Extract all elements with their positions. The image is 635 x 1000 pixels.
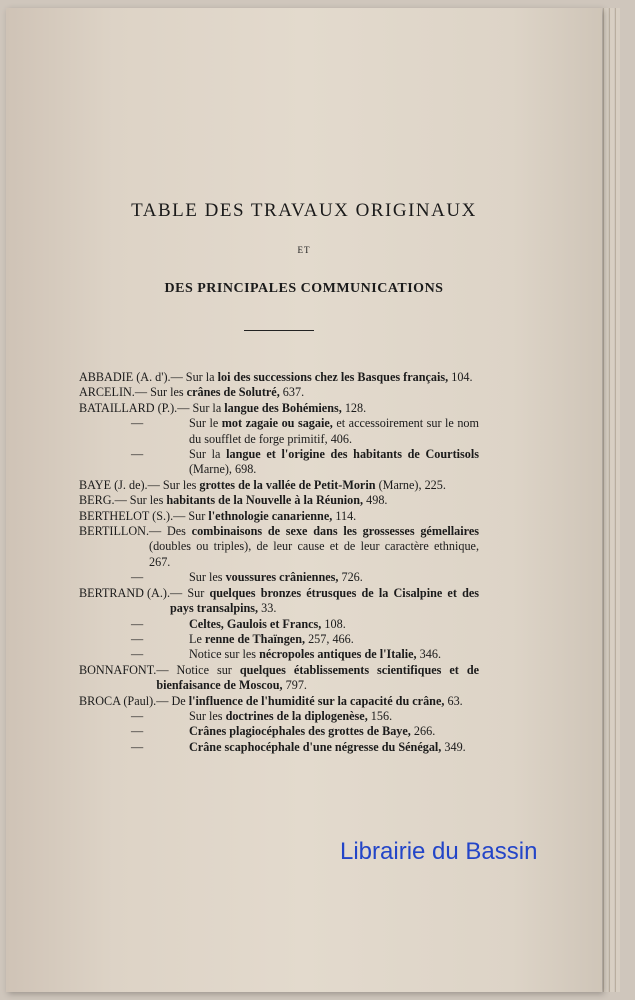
entry-prefix: — Des bbox=[149, 524, 192, 539]
ditto-dash: — bbox=[131, 447, 144, 462]
watermark: Librairie du Bassin bbox=[340, 838, 538, 865]
index-entry bbox=[79, 478, 479, 493]
index-entry bbox=[79, 740, 479, 755]
page-edge bbox=[609, 8, 614, 992]
index-entry bbox=[79, 694, 479, 709]
entry-pages: 637. bbox=[279, 385, 305, 400]
entry-prefix: — De bbox=[156, 693, 189, 708]
ditto-dash: — bbox=[131, 724, 144, 739]
author-name: BERTILLON. bbox=[79, 524, 150, 539]
index-entry bbox=[79, 709, 479, 724]
page-subtitle: DES PRINCIPALES COMMUNICATIONS bbox=[164, 281, 444, 296]
entry-pages: et accessoirement sur le nom du soufflet de forge primitif, 406. bbox=[189, 416, 480, 446]
ditto-dash: — bbox=[131, 739, 144, 754]
entry-text bbox=[135, 385, 479, 400]
entry-pages: (doubles ou triples), de leur cause et de leur caractère ethnique, 267. bbox=[149, 539, 479, 569]
entry-prefix: Sur les bbox=[189, 708, 226, 723]
entry-pages: 726. bbox=[338, 570, 363, 585]
author-name: BONNAFONT. bbox=[79, 662, 157, 677]
index-entry bbox=[79, 385, 479, 400]
index-entry bbox=[79, 586, 479, 617]
entry-text bbox=[189, 416, 479, 447]
entry-pages: 257, 466. bbox=[305, 631, 354, 646]
entry-text bbox=[189, 570, 479, 585]
entry-text bbox=[148, 478, 479, 493]
entry-pages: 797. bbox=[282, 678, 307, 693]
page-edge bbox=[603, 8, 608, 992]
entry-topic: voussures crâniennes, bbox=[225, 570, 339, 585]
entry-topic: quelques établissements scientifiques et de bienfaisance de Moscou, bbox=[156, 662, 480, 693]
entry-prefix: — Sur bbox=[173, 508, 209, 523]
entry-text bbox=[189, 740, 479, 755]
author-name: BROCA (Paul). bbox=[79, 693, 157, 708]
index-entry bbox=[79, 632, 479, 647]
entry-prefix: — Sur les bbox=[134, 385, 187, 400]
index-entries bbox=[79, 370, 479, 755]
entry-pages: 498. bbox=[363, 493, 388, 508]
ditto-dash: — bbox=[131, 416, 144, 431]
entry-topic: Crânes plagiocéphales des grottes de Baye, bbox=[189, 724, 411, 739]
ditto-dash: — bbox=[131, 631, 144, 646]
entry-text bbox=[173, 509, 479, 524]
index-entry bbox=[79, 401, 479, 416]
page-edge bbox=[615, 8, 620, 992]
entry-topic: doctrines de la diplogenèse, bbox=[225, 708, 368, 723]
entry-pages: 346. bbox=[416, 647, 441, 662]
divider-rule bbox=[244, 330, 314, 331]
entry-topic: quelques bronzes étrusques de la Cisalpine et des pays transalpins, bbox=[170, 585, 479, 616]
entry-prefix: Sur la bbox=[189, 447, 227, 462]
entry-text bbox=[170, 586, 479, 617]
author-name: ABBADIE (A. d'). bbox=[79, 370, 171, 384]
entry-topic: combinaisons de sexe dans les grossesses gémellaires bbox=[191, 524, 479, 539]
index-entry bbox=[79, 570, 479, 585]
entry-pages: 349. bbox=[441, 739, 466, 754]
title-connector: ET bbox=[297, 245, 311, 255]
index-entry bbox=[79, 447, 479, 478]
index-entry bbox=[79, 509, 479, 524]
index-entry bbox=[79, 370, 479, 385]
entry-topic: crânes de Solutré, bbox=[186, 385, 280, 400]
entry-prefix: Sur les bbox=[189, 570, 226, 585]
entry-text bbox=[171, 370, 479, 385]
ditto-dash: — bbox=[131, 647, 144, 662]
entry-topic: loi des successions chez les Basques français, bbox=[217, 370, 449, 384]
author-name: BAYE (J. de). bbox=[79, 477, 148, 492]
index-entry bbox=[79, 647, 479, 662]
entry-prefix: — Sur la bbox=[170, 370, 218, 384]
entry-prefix: — Sur les bbox=[147, 477, 200, 492]
entry-text bbox=[189, 617, 479, 632]
index-entry bbox=[79, 724, 479, 739]
entry-topic: grottes de la vallée de Petit-Morin bbox=[199, 477, 376, 492]
page-title: TABLE DES TRAVAUX ORIGINAUX bbox=[131, 200, 477, 221]
ditto-dash: — bbox=[131, 708, 144, 723]
entry-prefix: Sur le bbox=[189, 416, 222, 431]
entry-topic: l'ethnologie canarienne, bbox=[208, 508, 333, 523]
entry-pages: 114. bbox=[332, 508, 357, 523]
entry-text bbox=[149, 524, 479, 570]
entry-topic: Celtes, Gaulois et Francs, bbox=[189, 616, 322, 631]
entry-prefix: — Sur la bbox=[177, 400, 225, 415]
entry-pages: 128. bbox=[341, 400, 367, 415]
entry-text bbox=[189, 632, 479, 647]
index-entry bbox=[79, 493, 479, 508]
index-entry bbox=[79, 416, 479, 447]
entry-prefix: — Sur bbox=[170, 585, 210, 600]
entry-prefix: Le bbox=[189, 631, 205, 646]
entry-topic: nécropoles antiques de l'Italie, bbox=[259, 647, 417, 662]
entry-text bbox=[189, 647, 479, 662]
entry-pages: 33. bbox=[258, 601, 277, 616]
entry-prefix: — Notice sur bbox=[156, 662, 240, 677]
entry-pages: 104. bbox=[448, 370, 473, 384]
entry-text bbox=[189, 724, 479, 739]
entry-text bbox=[156, 663, 479, 694]
entry-pages: 156. bbox=[367, 708, 393, 723]
entry-pages: (Marne), 698. bbox=[189, 462, 257, 477]
ditto-dash: — bbox=[131, 616, 144, 631]
entry-text bbox=[115, 493, 479, 508]
entry-topic: habitants de la Nouvelle à la Réunion, bbox=[166, 493, 364, 508]
entry-text bbox=[177, 401, 479, 416]
entry-topic: langue des Bohémiens, bbox=[224, 400, 342, 415]
entry-pages: (Marne), 225. bbox=[375, 477, 446, 492]
ditto-dash: — bbox=[131, 570, 144, 585]
author-name: BATAILLARD (P.). bbox=[79, 400, 178, 415]
entry-topic: Crâne scaphocéphale d'une négresse du Sénégal, bbox=[189, 739, 442, 754]
entry-text bbox=[189, 447, 479, 478]
author-name: BERG. bbox=[79, 493, 115, 508]
author-name: ARCELIN. bbox=[79, 385, 135, 400]
entry-topic: langue et l'origine des habitants de Courtisols bbox=[226, 447, 479, 462]
index-entry bbox=[79, 663, 479, 694]
entry-text bbox=[156, 694, 479, 709]
index-entry bbox=[79, 524, 479, 570]
entry-text bbox=[189, 709, 479, 724]
author-name: BERTHELOT (S.). bbox=[79, 508, 174, 523]
entry-topic: l'influence de l'humidité sur la capacité du crâne, bbox=[188, 693, 445, 708]
entry-pages: 108. bbox=[321, 616, 346, 631]
entry-prefix: Notice sur les bbox=[189, 647, 260, 662]
entry-pages: 266. bbox=[410, 724, 436, 739]
entry-pages: 63. bbox=[444, 693, 463, 708]
index-entry bbox=[79, 617, 479, 632]
author-name: BERTRAND (A.). bbox=[79, 585, 171, 600]
entry-topic: renne de Thaïngen, bbox=[204, 631, 306, 646]
entry-prefix: — Sur les bbox=[114, 493, 167, 508]
entry-topic: mot zagaie ou sagaie, bbox=[221, 416, 333, 431]
